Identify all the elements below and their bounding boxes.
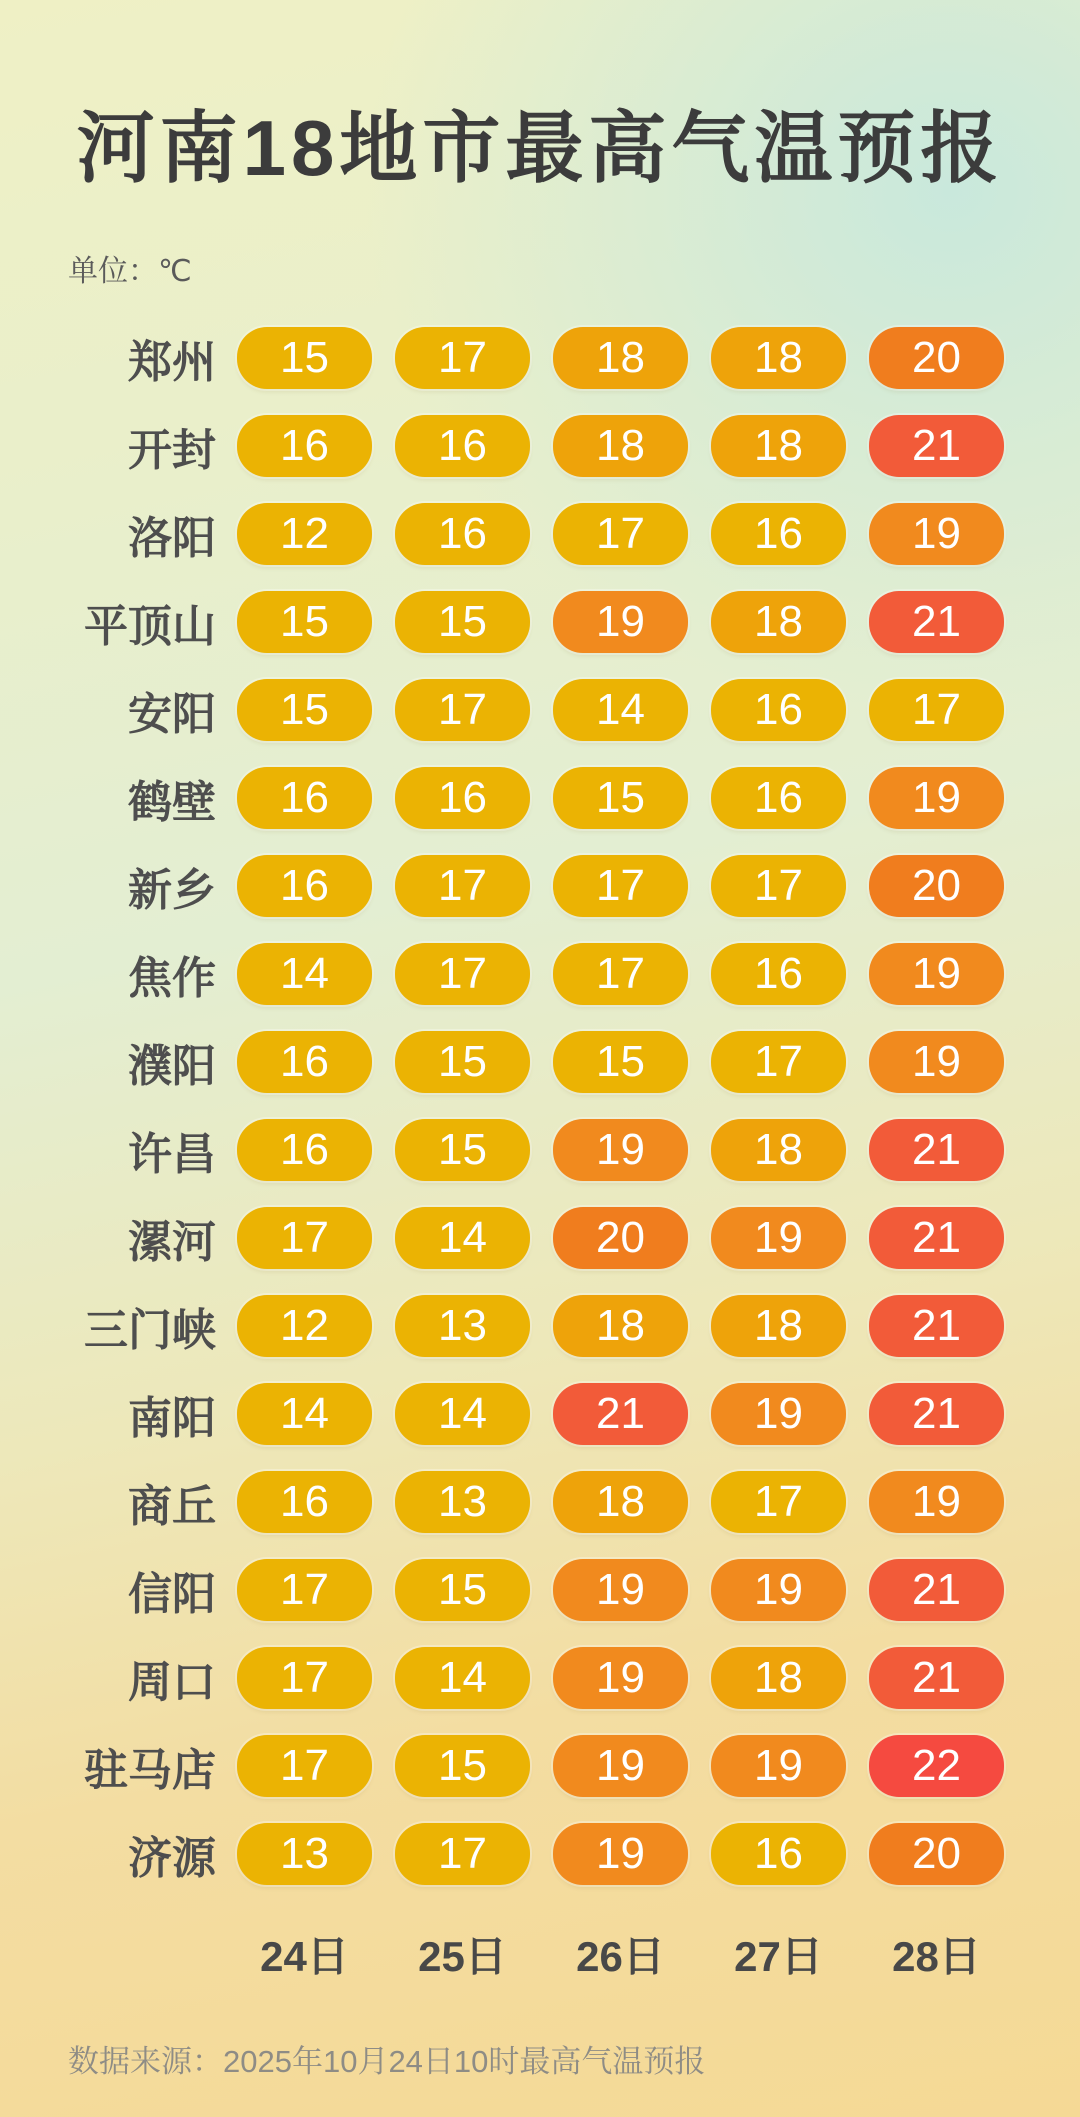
temp-pill: 13 — [395, 1471, 530, 1533]
temp-pill: 21 — [869, 1295, 1004, 1357]
row-pills — [237, 679, 1004, 741]
temp-pill: 15 — [237, 679, 372, 741]
temp-pill: 16 — [711, 767, 846, 829]
temp-pill: 18 — [711, 415, 846, 477]
row-pills — [237, 943, 1004, 1005]
temp-pill: 19 — [869, 943, 1004, 1005]
row-pills — [237, 1119, 1004, 1181]
temp-pill: 17 — [711, 855, 846, 917]
table-row — [0, 490, 1080, 578]
temp-pill: 14 — [237, 1383, 372, 1445]
temp-pill: 17 — [237, 1735, 372, 1797]
temp-pill: 19 — [869, 1031, 1004, 1093]
temp-pill: 21 — [869, 1383, 1004, 1445]
temp-pill: 15 — [553, 1031, 688, 1093]
table-row — [0, 1546, 1080, 1634]
city-label: 南阳 — [128, 1394, 216, 1443]
city-label: 洛阳 — [128, 514, 216, 563]
city-label: 安阳 — [128, 690, 216, 739]
row-pills — [237, 767, 1004, 829]
temp-pill: 18 — [553, 415, 688, 477]
temp-pill: 14 — [395, 1207, 530, 1269]
temp-pill: 21 — [869, 1207, 1004, 1269]
table-row — [0, 1018, 1080, 1106]
temp-pill: 14 — [395, 1647, 530, 1709]
temp-pill: 17 — [395, 943, 530, 1005]
city-label: 郑州 — [128, 338, 216, 387]
row-pills — [237, 1559, 1004, 1621]
temp-pill: 20 — [869, 855, 1004, 917]
temp-pill: 13 — [237, 1823, 372, 1885]
temp-pill: 19 — [869, 1471, 1004, 1533]
data-source: 数据来源：2025年10月24日10时最高气温预报 — [68, 2044, 706, 2079]
temp-pill: 18 — [711, 1647, 846, 1709]
temp-pill: 17 — [237, 1647, 372, 1709]
temp-pill: 17 — [553, 943, 688, 1005]
row-pills — [237, 1823, 1004, 1885]
date-label: 24日 — [260, 1933, 349, 1980]
row-pills — [237, 1471, 1004, 1533]
city-label: 济源 — [128, 1834, 216, 1883]
temp-pill: 19 — [553, 591, 688, 653]
row-pills — [237, 1647, 1004, 1709]
temp-pill: 18 — [711, 1119, 846, 1181]
date-label: 28日 — [892, 1933, 981, 1980]
temp-pill: 14 — [553, 679, 688, 741]
row-pills — [237, 415, 1004, 477]
temp-pill: 19 — [553, 1647, 688, 1709]
temp-pill: 17 — [395, 679, 530, 741]
city-label: 许昌 — [128, 1130, 216, 1179]
temp-pill: 16 — [711, 943, 846, 1005]
temp-pill: 17 — [711, 1471, 846, 1533]
temp-pill: 19 — [711, 1207, 846, 1269]
row-pills — [237, 327, 1004, 389]
temp-pill: 17 — [395, 1823, 530, 1885]
temp-pill: 17 — [395, 855, 530, 917]
temp-pill: 15 — [395, 1559, 530, 1621]
temp-pill: 19 — [711, 1383, 846, 1445]
unit-label: 单位：℃ — [68, 255, 192, 288]
city-label: 周口 — [128, 1658, 216, 1707]
temp-pill: 14 — [237, 943, 372, 1005]
row-pills — [237, 1207, 1004, 1269]
city-label: 驻马店 — [84, 1746, 216, 1795]
temp-pill: 19 — [869, 503, 1004, 565]
temp-pill: 19 — [553, 1119, 688, 1181]
temp-pill: 15 — [553, 767, 688, 829]
temp-pill: 19 — [711, 1559, 846, 1621]
temp-pill: 18 — [553, 327, 688, 389]
row-pills — [237, 1735, 1004, 1797]
temp-pill: 21 — [869, 1647, 1004, 1709]
city-label: 鹤壁 — [128, 778, 216, 827]
city-label: 新乡 — [128, 866, 216, 915]
row-pills — [237, 1031, 1004, 1093]
temp-pill: 16 — [395, 767, 530, 829]
row-pills — [237, 503, 1004, 565]
city-label: 焦作 — [128, 954, 216, 1003]
temp-pill: 18 — [711, 327, 846, 389]
city-label: 平顶山 — [84, 602, 216, 651]
temp-pill: 16 — [395, 503, 530, 565]
temp-pill: 18 — [553, 1295, 688, 1357]
temp-pill: 19 — [553, 1735, 688, 1797]
row-pills — [237, 1295, 1004, 1357]
table-row — [0, 930, 1080, 1018]
temp-pill: 18 — [711, 591, 846, 653]
temp-pill: 17 — [553, 503, 688, 565]
temp-pill: 16 — [711, 1823, 846, 1885]
city-label: 开封 — [128, 426, 216, 475]
temp-pill: 19 — [711, 1735, 846, 1797]
temp-pill: 19 — [553, 1559, 688, 1621]
row-pills — [237, 591, 1004, 653]
temp-pill: 17 — [237, 1207, 372, 1269]
temp-pill: 16 — [711, 679, 846, 741]
temp-pill: 16 — [237, 767, 372, 829]
table-row — [0, 314, 1080, 402]
temp-pill: 22 — [869, 1735, 1004, 1797]
table-row — [0, 1810, 1080, 1898]
table-row — [0, 402, 1080, 490]
temp-pill: 17 — [395, 327, 530, 389]
temp-pill: 18 — [711, 1295, 846, 1357]
temp-pill: 15 — [395, 1735, 530, 1797]
temp-pill: 21 — [869, 1119, 1004, 1181]
temp-pill: 16 — [711, 503, 846, 565]
temp-pill: 15 — [395, 591, 530, 653]
table-row — [0, 1194, 1080, 1282]
table-row — [0, 1634, 1080, 1722]
table-row — [0, 754, 1080, 842]
temp-pill: 17 — [869, 679, 1004, 741]
temp-pill: 17 — [553, 855, 688, 917]
city-label: 商丘 — [128, 1482, 216, 1531]
temp-pill: 19 — [553, 1823, 688, 1885]
table-row — [0, 1722, 1080, 1810]
date-label: 26日 — [576, 1933, 665, 1980]
temp-pill: 21 — [869, 415, 1004, 477]
temp-pill: 18 — [553, 1471, 688, 1533]
temp-pill: 13 — [395, 1295, 530, 1357]
temp-pill: 12 — [237, 1295, 372, 1357]
date-label: 25日 — [418, 1933, 507, 1980]
table-row — [0, 1282, 1080, 1370]
temp-pill: 17 — [237, 1559, 372, 1621]
temp-pill: 21 — [869, 591, 1004, 653]
temp-pill: 14 — [395, 1383, 530, 1445]
temp-pill: 20 — [869, 327, 1004, 389]
temp-pill: 15 — [395, 1031, 530, 1093]
temp-pill: 16 — [237, 855, 372, 917]
city-label: 漯河 — [128, 1218, 216, 1267]
date-axis-cells — [237, 1924, 1004, 1984]
temp-pill: 16 — [237, 1119, 372, 1181]
temp-pill: 15 — [237, 327, 372, 389]
temp-pill: 21 — [869, 1559, 1004, 1621]
city-label: 濮阳 — [128, 1042, 216, 1091]
temp-pill: 20 — [553, 1207, 688, 1269]
temp-pill: 15 — [237, 591, 372, 653]
table-row — [0, 1458, 1080, 1546]
temp-pill: 16 — [237, 1031, 372, 1093]
temp-pill: 16 — [395, 415, 530, 477]
table-row — [0, 666, 1080, 754]
page-title: 河南18地市最高气温预报 — [76, 104, 1004, 192]
temp-pill: 17 — [711, 1031, 846, 1093]
table-row — [0, 1106, 1080, 1194]
table-row — [0, 578, 1080, 666]
temp-pill: 20 — [869, 1823, 1004, 1885]
temp-pill: 15 — [395, 1119, 530, 1181]
table-row — [0, 1370, 1080, 1458]
temp-pill: 12 — [237, 503, 372, 565]
temp-pill: 19 — [869, 767, 1004, 829]
city-label: 信阳 — [128, 1570, 216, 1619]
temp-pill: 16 — [237, 1471, 372, 1533]
date-label: 27日 — [734, 1933, 823, 1980]
temperature-table — [0, 314, 1080, 1898]
city-label: 三门峡 — [84, 1306, 216, 1355]
temp-pill: 21 — [553, 1383, 688, 1445]
row-pills — [237, 855, 1004, 917]
row-pills — [237, 1383, 1004, 1445]
date-axis — [0, 1924, 1080, 1984]
temp-pill: 16 — [237, 415, 372, 477]
table-row — [0, 842, 1080, 930]
